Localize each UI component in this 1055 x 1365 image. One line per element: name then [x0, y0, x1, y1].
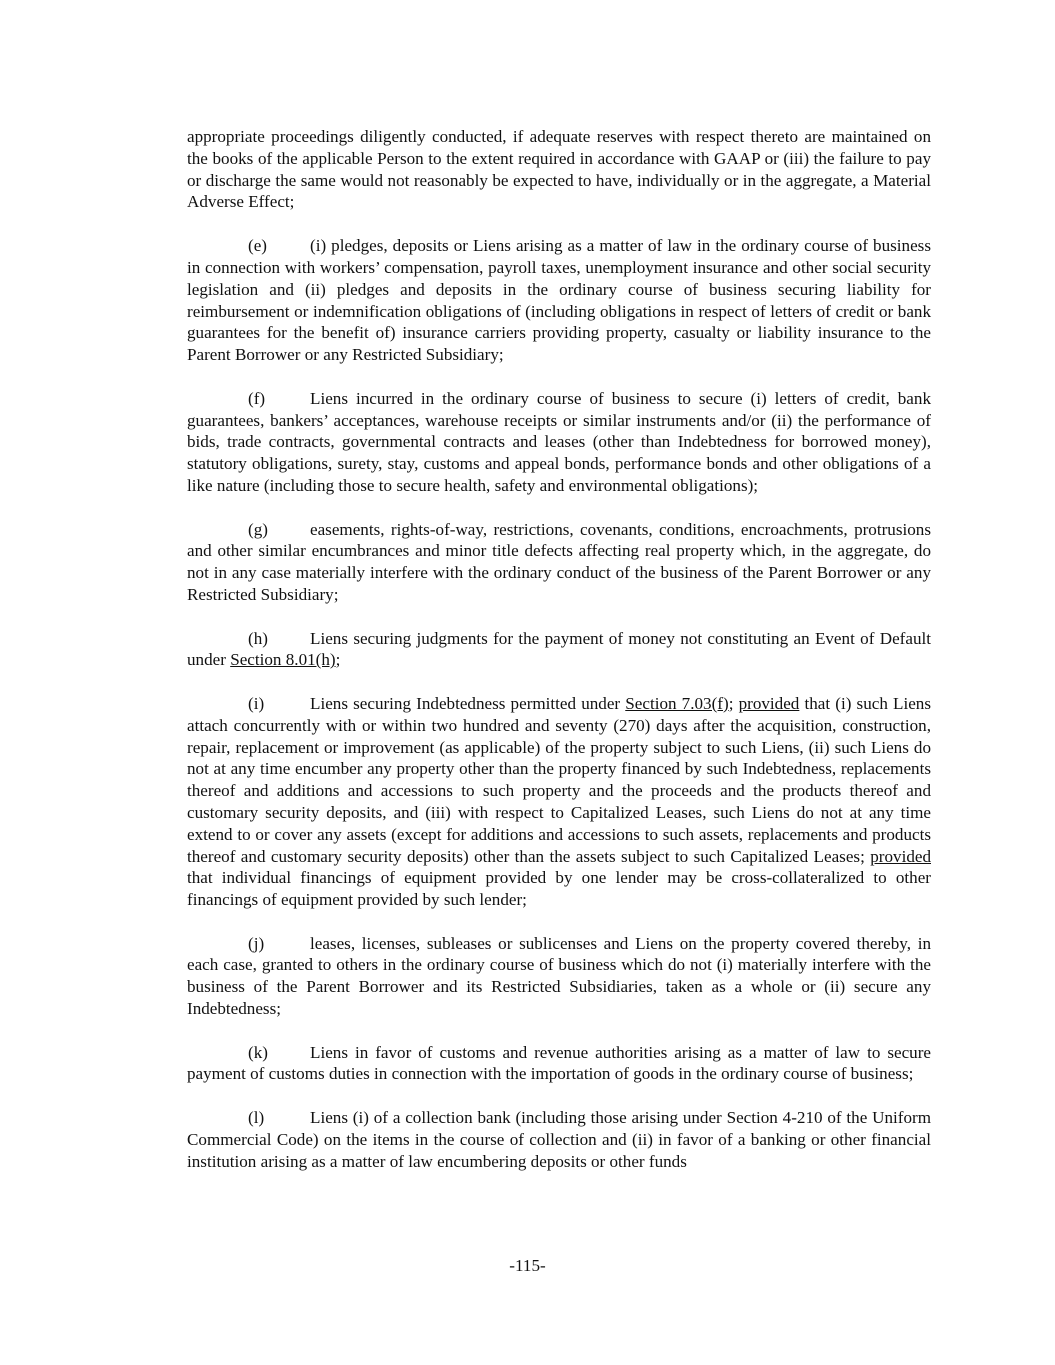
clause-text: easements, rights-of-way, restrictions, covenants, conditions, encroachments, protrusions and other similar encumbrances and minor title defects affecting real property which, in the aggregate, do not in any case materially interfere with the ordinary conduct of the business of the Parent Borrower or any Restricted Subsidiary;: [187, 519, 931, 604]
paragraph-k: [187, 1042, 931, 1086]
section-reference: Section 7.03(f): [625, 693, 729, 713]
clause-text: Liens (i) of a collection bank (including those arising under Section 4-210 of the Uniform Commercial Code) on the items in the course of collection and (ii) in favor of a banking or other financial institution arising as a matter of law encumbering deposits or other funds: [187, 1108, 931, 1171]
paragraph-h: [187, 628, 931, 672]
clause-text: that (i) such Liens attach concurrently with or within two hundred and seventy (270) days after the acquisition, construction, repair, replacement or improvement (as applicable) of the property subject to such Liens, (ii) such Liens do not at any time encumber any property other than the property financed by such Indebtedness, replacements thereof and additions and accessions to such property and the proceeds and the products thereof and customary security deposits, and (iii) with respect to Capitalized Leases, such Liens do not at any time extend to or cover any assets (except for additions and accessions to such assets, replacements and products thereof and customary security deposits) other than the assets subject to such Capitalized Leases;: [187, 693, 932, 866]
clause-label: (j): [248, 933, 265, 953]
clause-text: Liens securing judgments for the payment of money not constituting an Event of Default under: [187, 628, 931, 670]
paragraph-f: [187, 388, 931, 497]
paragraph-l: [187, 1107, 931, 1172]
document-body: [187, 126, 931, 1194]
clause-text: Liens in favor of customs and revenue authorities arising as a matter of law to secure payment of customs duties in connection with the importation of goods in the ordinary course of business;: [187, 1042, 931, 1084]
clause-text: leases, licenses, subleases or sublicenses and Liens on the property covered thereby, in each case, granted to others in the ordinary course of business which do not (i) materially interfere with the business of the Parent Borrower and its Restricted Subsidiaries, taken as a whole or (ii) secure any Indebtedness;: [187, 933, 931, 1019]
clause-label: (k): [248, 1042, 268, 1062]
page-number: -115-: [509, 1256, 546, 1275]
clause-label: (e): [248, 236, 267, 256]
clause-text: Liens incurred in the ordinary course of business to secure (i) letters of credit, bank guarantees, bankers’ acceptances, warehouse receipts or similar instruments and/or (ii) the performance of bids, trade contracts, governmental contracts and leases (other than Indebtedness for borrowed money), statutory obligations, surety, stay, customs and appeal bonds, performance bonds and other obligations of a like nature (including those to secure health, safety and environmental obligations);: [187, 388, 931, 495]
paragraph-g: [187, 519, 931, 606]
clause-label: (f): [248, 388, 266, 408]
clause-text: Liens securing Indebtedness permitted under: [310, 693, 626, 713]
clause-label: (g): [248, 519, 268, 539]
paragraph-e: [187, 235, 931, 366]
section-reference: Section 8.01(h): [230, 650, 336, 670]
clause-label: (h): [248, 628, 268, 648]
clause-text: that individual financings of equipment provided by one lender may be cross-collateralized to other financings of equipment provided by such lender;: [187, 868, 931, 910]
paragraph-intro: appropriate proceedings diligently conducted, if adequate reserves with respect thereto are maintained on the books of the applicable Person to the extent required in accordance with GAAP or (iii) the failure to pay or discharge the same would not reasonably be expected to have, individually or in the aggregate, a Material Adverse Effect;: [187, 127, 931, 212]
provided-term: provided: [870, 846, 931, 866]
clause-label: (l): [248, 1108, 265, 1128]
clause-text: ;: [728, 693, 739, 713]
clause-text-end: ;: [335, 650, 341, 670]
clause-text: (i) pledges, deposits or Liens arising as a matter of law in the ordinary course of business in connection with workers’ compensation, payroll taxes, unemployment insurance and other social security legislation and (ii) pledges and deposits in the ordinary course of business securing liability for reimbursement or indemnification obligations of (including obligations in respect of letters of credit or bank guarantees for the benefit of) insurance carriers providing property, casualty or liability insurance to the Parent Borrower or any Restricted Subsidiary;: [187, 236, 931, 365]
paragraph-j: [187, 933, 931, 1020]
clause-label: (i): [248, 693, 265, 713]
paragraph-i: [187, 693, 931, 911]
provided-term: provided: [738, 693, 800, 713]
